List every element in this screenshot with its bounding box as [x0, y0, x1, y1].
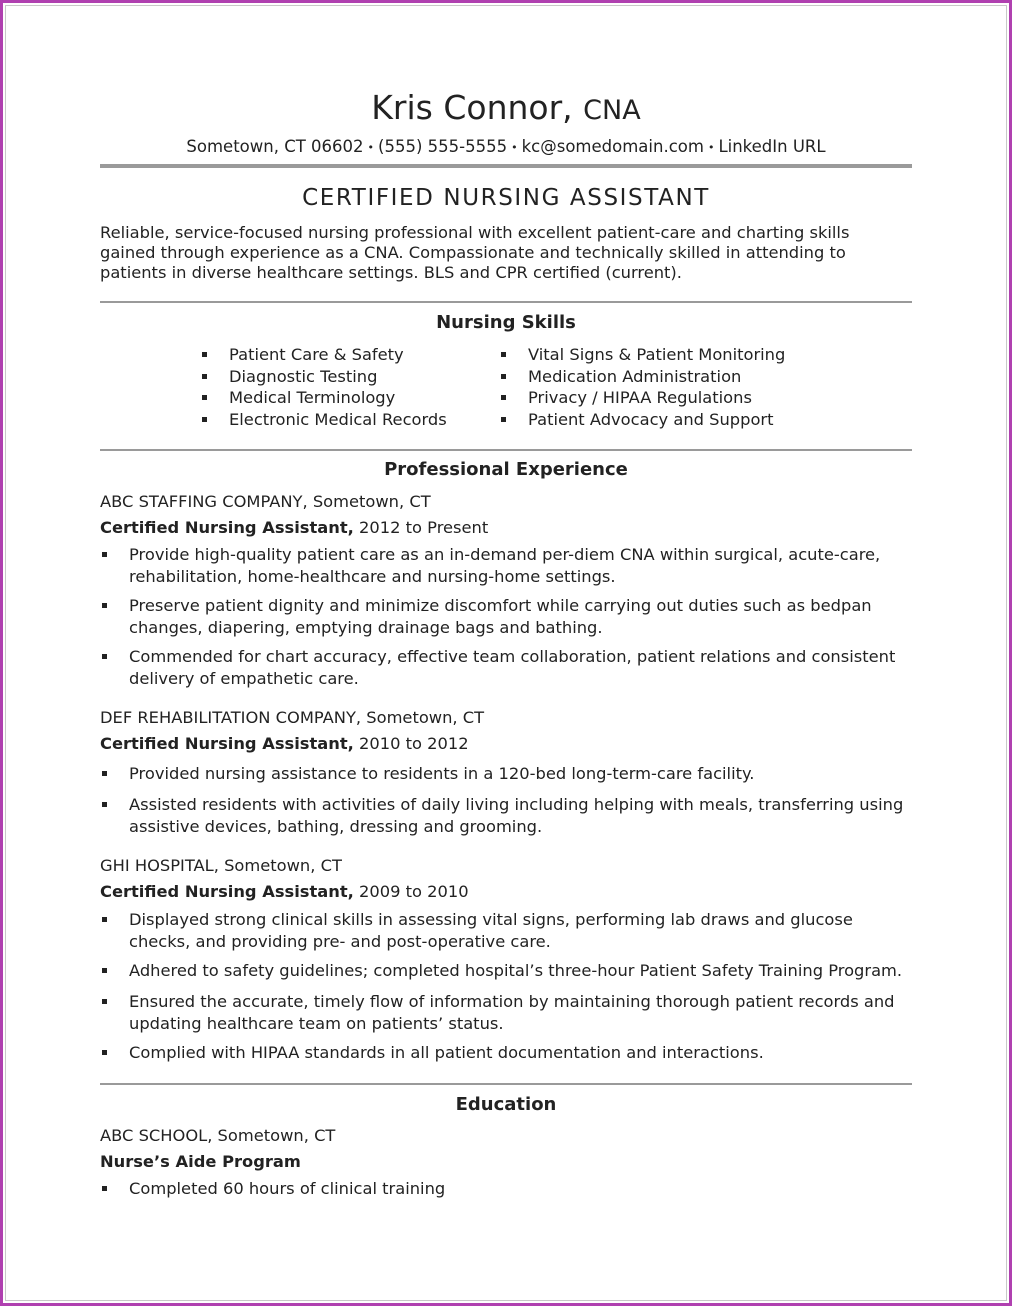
bullet-square-icon [102, 552, 107, 557]
candidate-name [100, 88, 912, 127]
bullet-text: Completed 60 hours of clinical training [129, 1179, 446, 1198]
job-title: Certified Nursing Assistant, [100, 734, 354, 753]
skills-column-left [200, 344, 447, 430]
bullet-square-icon [202, 395, 207, 400]
section-divider [100, 1083, 912, 1085]
job-role [100, 882, 469, 901]
bullet-square-icon [102, 1186, 107, 1191]
education-heading: Education [455, 1094, 557, 1115]
bullet-square-icon [102, 917, 107, 922]
job-title: Certified Nursing Assistant, [100, 882, 354, 901]
skill-label: Patient Advocacy and Support [528, 409, 774, 429]
skills-column-right [499, 344, 785, 430]
skill-item [200, 366, 447, 388]
job-dates: 2010 to 2012 [359, 734, 469, 753]
job-bullet [100, 960, 912, 982]
section-divider [100, 301, 912, 303]
bullet-text: Adhered to safety guidelines; completed hospital’s three-hour Patient Safety Training Program. [129, 961, 903, 980]
email-link[interactable]: kc@somedomain.com [521, 137, 704, 156]
job-role [100, 734, 469, 753]
skill-item [200, 387, 447, 409]
bullet-square-icon [102, 654, 107, 659]
bullet-square-icon [102, 1050, 107, 1055]
school-name: ABC SCHOOL, Sometown, CT [100, 1126, 336, 1145]
bullet-square-icon [102, 802, 107, 807]
skill-item [499, 366, 785, 388]
bullet-text: Displayed strong clinical skills in assessing vital signs, performing lab draws and glucose checks, and providing pre- and post-operative care. [129, 910, 853, 951]
bullet-square-icon [202, 374, 207, 379]
bullet-square-icon [102, 968, 107, 973]
bullet-text: Provide high-quality patient care as an in-demand per-diem CNA within surgical, acute-care, rehabilitation, home-healthcare and nursing-home settings. [129, 545, 881, 586]
bullet-text: Ensured the accurate, timely flow of information by maintaining thorough patient records and updating healthcare team on patients’ status. [129, 992, 895, 1033]
bullet-square-icon [102, 603, 107, 608]
job-dates: 2009 to 2010 [359, 882, 469, 901]
bullet-square-icon [202, 417, 207, 422]
address: Sometown, CT 06602 [186, 137, 364, 156]
job-bullet [100, 794, 912, 838]
bullet-text: Commended for chart accuracy, effective team collaboration, patient relations and consistent delivery of empathetic care. [129, 647, 896, 688]
education-bullet [100, 1178, 912, 1200]
skill-item [200, 344, 447, 366]
bullet-square-icon [501, 417, 506, 422]
bullet-square-icon [102, 771, 107, 776]
bullet-text: Preserve patient dignity and minimize discomfort while carrying out duties such as bedpan changes, diapering, emptying drainage bags and bathing. [129, 596, 872, 637]
skill-label: Vital Signs & Patient Monitoring [528, 345, 786, 364]
skill-label: Medication Administration [528, 366, 742, 386]
summary-paragraph: Reliable, service-focused nursing professional with excellent patient-care and charting skills gained through experience as a CNA. Compassionate and technically skilled in attending to patients in diverse healthcare settings. BLS and CPR certified (current). [100, 223, 850, 282]
job-role [100, 518, 488, 537]
contact-line [100, 137, 912, 156]
bullet-square-icon [501, 352, 506, 357]
job-company: GHI HOSPITAL, Sometown, CT [100, 856, 342, 875]
job-company: ABC STAFFING COMPANY, Sometown, CT [100, 492, 431, 511]
bullet-square-icon [102, 999, 107, 1004]
skill-label: Patient Care & Safety [229, 345, 404, 364]
skill-item [499, 409, 785, 431]
header-divider [100, 164, 912, 168]
separator-dot: • [707, 141, 715, 154]
bullet-text: Provided nursing assistance to residents in a 120-bed long-term-care facility. [129, 764, 755, 783]
job-bullet [100, 1042, 912, 1064]
separator-dot: • [511, 141, 518, 154]
skill-label: Diagnostic Testing [229, 366, 378, 386]
job-bullet [100, 544, 912, 588]
bullet-square-icon [501, 395, 506, 400]
skill-item [200, 409, 447, 431]
skill-label: Electronic Medical Records [229, 409, 447, 429]
separator-dot: • [367, 141, 375, 154]
job-bullet [100, 991, 912, 1035]
experience-heading: Professional Experience [384, 459, 628, 480]
program-title: Nurse’s Aide Program [100, 1152, 301, 1171]
name-text: Kris Connor, [371, 88, 573, 127]
bullet-text: Assisted residents with activities of daily living including helping with meals, transferring using assistive devices, bathing, dressing and grooming. [129, 795, 904, 836]
job-bullet [100, 909, 912, 953]
bullet-square-icon [202, 352, 207, 357]
bullet-text: Complied with HIPAA standards in all patient documentation and interactions. [129, 1043, 764, 1062]
section-divider [100, 449, 912, 451]
resume-title: CERTIFIED NURSING ASSISTANT [302, 185, 710, 211]
job-bullet [100, 646, 912, 690]
job-dates: 2012 to Present [359, 518, 489, 537]
skill-label: Privacy / HIPAA Regulations [528, 388, 752, 408]
credential-text: CNA [583, 95, 641, 126]
bullet-square-icon [501, 374, 506, 379]
linkedin-link[interactable]: LinkedIn URL [718, 137, 826, 156]
job-company: DEF REHABILITATION COMPANY, Sometown, CT [100, 708, 485, 727]
phone: (555) 555-5555 [378, 137, 508, 156]
skill-item [499, 387, 785, 409]
job-bullet [100, 595, 912, 639]
skill-item [499, 344, 785, 366]
skill-label: Medical Terminology [229, 388, 396, 408]
skills-heading: Nursing Skills [436, 312, 576, 333]
job-title: Certified Nursing Assistant, [100, 518, 354, 537]
job-bullet [100, 763, 912, 785]
program-name [100, 1152, 301, 1171]
